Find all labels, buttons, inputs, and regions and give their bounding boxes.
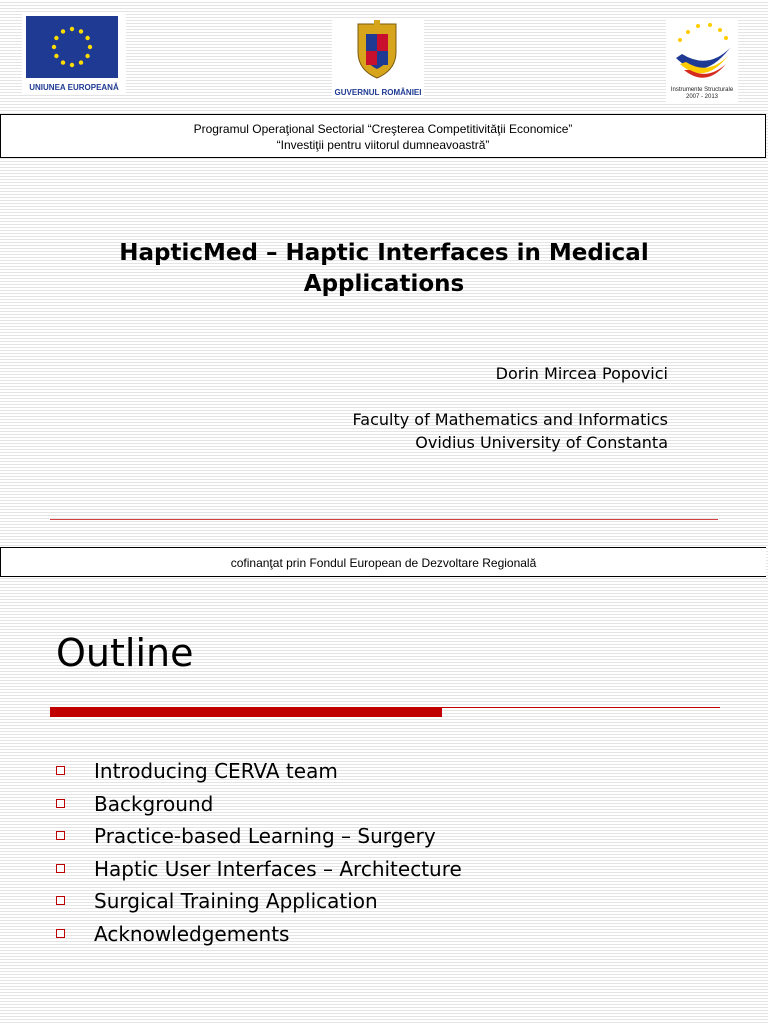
list-item [56, 821, 462, 854]
square-bullet-icon [56, 799, 65, 808]
square-bullet-icon [56, 766, 65, 775]
square-bullet-icon [56, 864, 65, 873]
square-bullet-icon [56, 896, 65, 905]
author-name: Dorin Mircea Popovici [495, 364, 668, 383]
structural-instruments-logo [666, 18, 738, 104]
title-line2: Applications [303, 271, 465, 297]
program-box [0, 114, 766, 158]
list-item-text: Surgical Training Application [94, 889, 378, 913]
list-item-text: Introducing CERVA team [94, 759, 338, 783]
list-item-text: Practice-based Learning – Surgery [94, 824, 436, 848]
government-logo [332, 18, 424, 96]
list-item [56, 789, 462, 822]
government-label: GUVERNUL ROMÂNIEI [334, 88, 422, 97]
title-line1: HapticMed – Haptic Interfaces in Medical [119, 240, 649, 266]
list-item [56, 919, 462, 952]
heading-underline-thick [50, 707, 442, 717]
list-item-text: Acknowledgements [94, 921, 290, 946]
faculty-name: Faculty of Mathematics and Informatics [352, 410, 668, 429]
structural-instruments-icon [668, 18, 736, 86]
list-item [56, 886, 462, 919]
outline-list [56, 756, 462, 951]
square-bullet-icon [56, 831, 65, 840]
list-item [56, 854, 462, 887]
eu-label: UNIUNEA EUROPEANĂ [29, 83, 119, 92]
structural-label-line2: 2007 - 2013 [685, 94, 719, 100]
structural-instruments-label [666, 87, 738, 101]
program-line2: “Investiţii pentru viitorul dumneavoastră” [276, 138, 490, 152]
presentation-title [60, 238, 708, 300]
coat-of-arms-icon [354, 20, 400, 80]
divider-line [50, 519, 718, 520]
outline-heading: Outline [56, 631, 194, 675]
program-line1: Programul Operaţional Sectorial “Creşterea Competitivităţii Economice” [193, 122, 573, 136]
eu-logo [22, 12, 126, 94]
heading-underline-thin [442, 707, 720, 708]
list-item-text: Background [94, 791, 214, 816]
university-name: Ovidius University of Constanta [415, 433, 668, 452]
outline-slide [0, 580, 768, 1024]
cofinanced-box [0, 547, 766, 577]
square-bullet-icon [56, 929, 65, 938]
eu-flag-icon [26, 16, 118, 78]
author-block [353, 362, 668, 454]
structural-label-line1: Instrumente Structurale [670, 87, 734, 93]
list-item [56, 756, 462, 789]
cofinanced-text: cofinanţat prin Fondul European de Dezvoltare Regională [230, 556, 537, 570]
list-item-text: Haptic User Interfaces – Architecture [94, 856, 462, 881]
